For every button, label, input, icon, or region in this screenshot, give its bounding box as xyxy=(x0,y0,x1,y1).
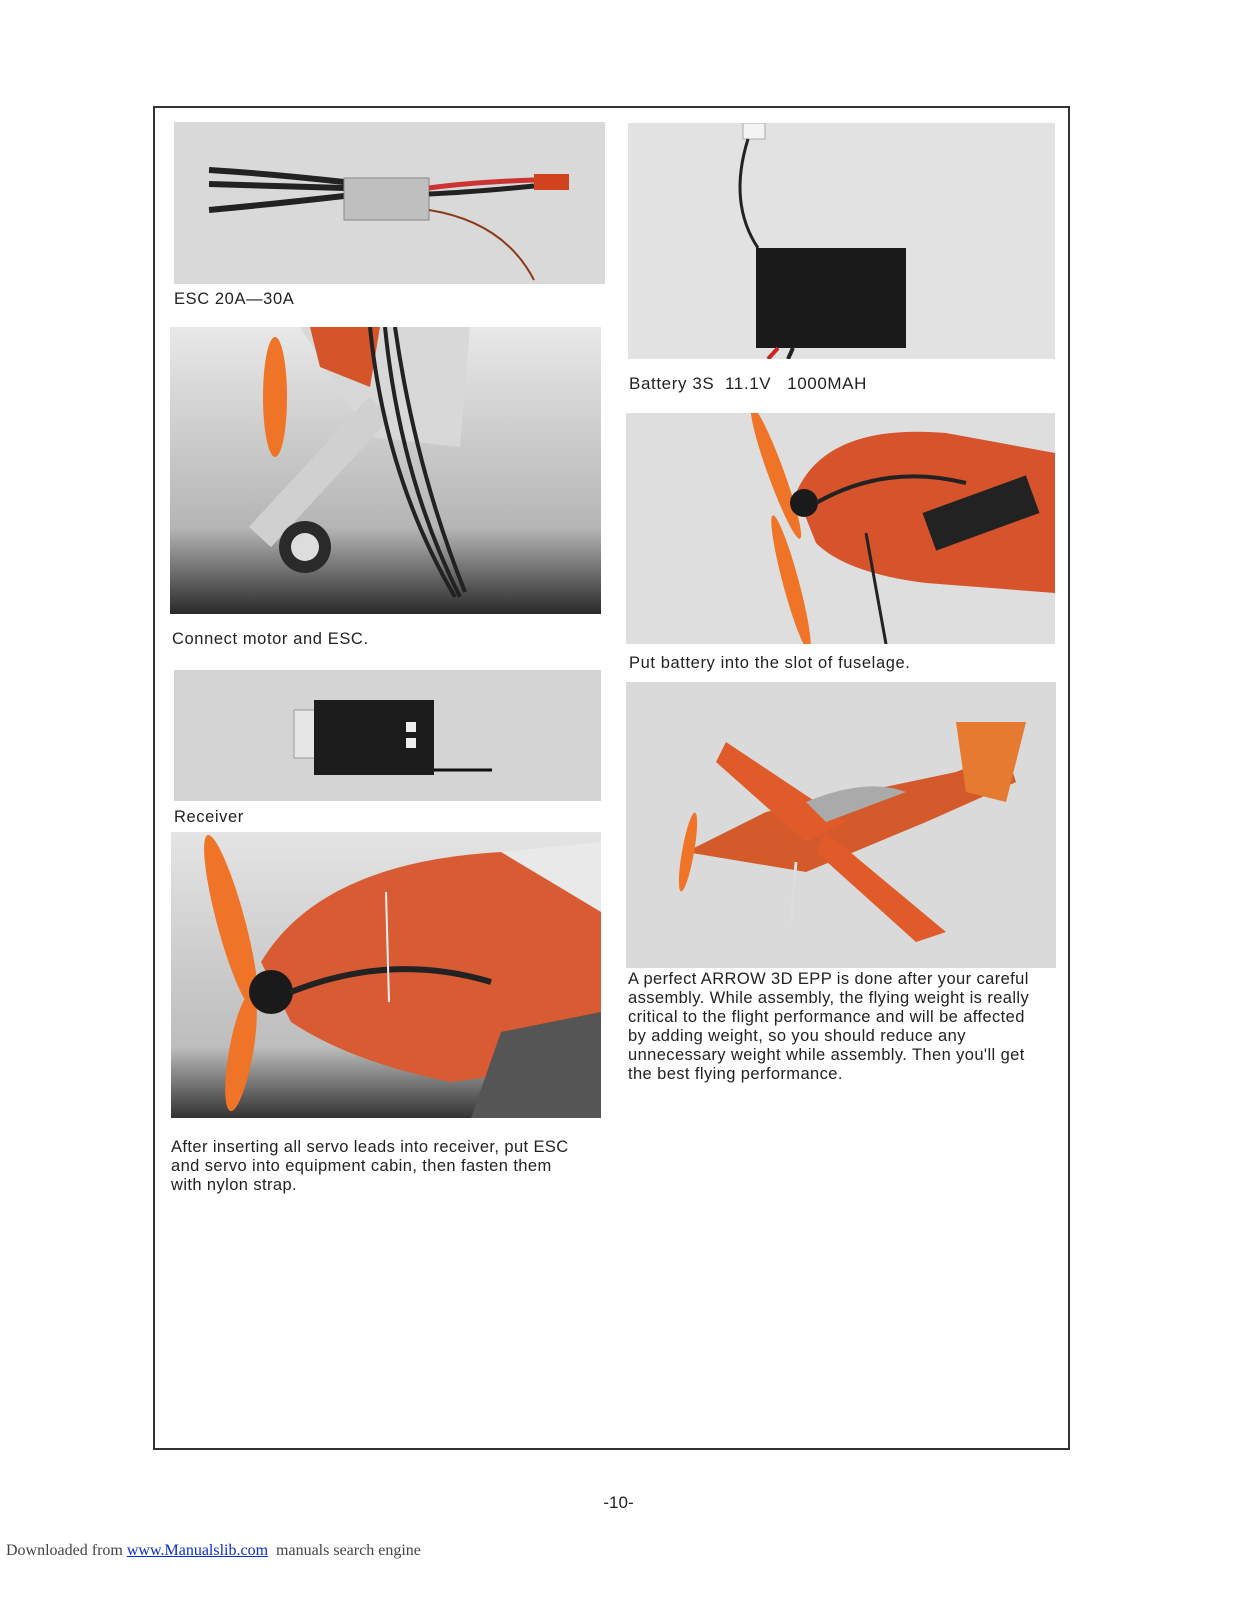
finished-line: by adding weight, so you should reduce any xyxy=(628,1027,966,1045)
finished-plane-photo xyxy=(626,682,1056,968)
servo-leads-line: and servo into equipment cabin, then fasten them xyxy=(171,1157,552,1175)
finished-line: A perfect ARROW 3D EPP is done after your careful xyxy=(628,970,1029,988)
connect-caption: Connect motor and ESC. xyxy=(172,630,369,648)
servo-leads-line: After inserting all servo leads into receiver, put ESC xyxy=(171,1138,569,1156)
finished-line: assembly. While assembly, the flying weight is really xyxy=(628,989,1030,1007)
finished-paragraph xyxy=(628,970,1029,1084)
battery-caption: Battery 3S 11.1V 1000MAH xyxy=(629,374,867,393)
page-number: -10- xyxy=(603,1493,634,1512)
servo-leads-line: with nylon strap. xyxy=(171,1176,298,1194)
footer-prefix: Downloaded from xyxy=(6,1542,127,1559)
esc-caption: ESC 20A—30A xyxy=(174,290,295,308)
footer-suffix: manuals search engine xyxy=(268,1542,421,1559)
receiver-caption: Receiver xyxy=(174,808,244,826)
battery-fuselage-photo xyxy=(626,413,1055,644)
manualslib-link[interactable]: www.Manualslib.com xyxy=(126,1542,269,1559)
receiver-photo xyxy=(174,670,601,801)
footer xyxy=(6,1542,421,1560)
servo-leads-paragraph xyxy=(171,1138,569,1195)
esc-photo xyxy=(174,122,605,284)
finished-line: the best flying performance. xyxy=(628,1065,843,1083)
connect-motor-photo xyxy=(170,327,601,614)
equipment-cabin-photo xyxy=(171,832,601,1118)
battery-photo xyxy=(628,123,1055,359)
finished-line: critical to the flight performance and will be affected xyxy=(628,1008,1025,1026)
put-battery-caption: Put battery into the slot of fuselage. xyxy=(629,654,911,672)
finished-line: unnecessary weight while assembly. Then you'll get xyxy=(628,1046,1025,1064)
